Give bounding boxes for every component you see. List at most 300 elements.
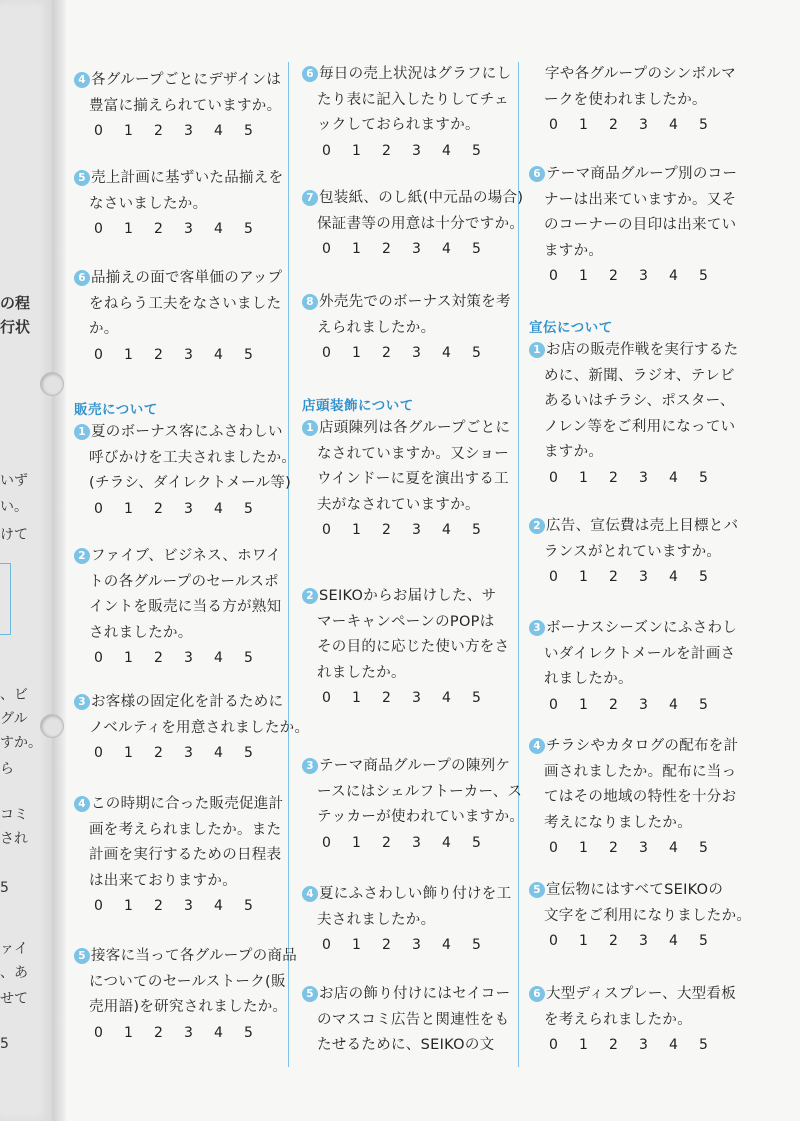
rating-value: 3 <box>412 937 421 953</box>
rating-scale <box>74 347 282 363</box>
question-line: 6 大型ディスプレー、大型看板 <box>529 982 736 1008</box>
rating-value: 5 <box>244 346 253 363</box>
checklist-item <box>302 62 511 159</box>
item-number-badge: 4 <box>302 886 318 902</box>
rating-value: 1 <box>579 696 588 713</box>
rating-scale <box>74 123 281 139</box>
rating-value: 2 <box>154 650 163 666</box>
question-line: いダイレクトメールを計画さ <box>544 645 736 662</box>
question-line: 豊富に揃えられていますか。 <box>89 97 282 114</box>
checklist-item <box>74 544 281 666</box>
rating-value: 2 <box>382 241 391 257</box>
question-line: を考えられましたか。 <box>544 1011 692 1028</box>
rating-scale <box>529 697 737 713</box>
rating-value: 3 <box>412 142 421 159</box>
rating-value: 2 <box>609 469 618 486</box>
question-line: 文字をご利用になりましたか。 <box>544 907 752 924</box>
question-line: たり表に記入したりしてチェ <box>317 91 509 108</box>
question-line: 夫されましたか。 <box>317 911 436 928</box>
rating-value: 3 <box>639 569 648 585</box>
left-page-text-fragment: い。 <box>0 499 28 515</box>
left-page-text-fragment: ら <box>0 761 14 777</box>
question-line: のコーナーの目印は出来てい <box>544 217 737 233</box>
rating-value: 1 <box>124 346 133 363</box>
rating-value: 5 <box>699 933 708 949</box>
left-page-text-fragment: 行状 <box>0 318 31 336</box>
question-line: 4 この時期に合った販売促進計 <box>74 792 283 818</box>
question-line: なされていますか。又ショー <box>317 445 510 462</box>
rating-value: 0 <box>549 569 558 585</box>
rating-value: 3 <box>412 834 421 851</box>
rating-value: 1 <box>352 522 361 538</box>
question-line: されましたか。 <box>89 624 193 641</box>
rating-value: 0 <box>322 345 331 361</box>
rating-value: 4 <box>214 1024 223 1041</box>
rating-value: 4 <box>669 469 678 486</box>
question-line: (チラシ、ダイレクトメール等) <box>89 475 292 491</box>
item-number-badge: 2 <box>529 518 545 534</box>
question-line: 3 ボーナスシーズンにふさわし <box>529 616 737 642</box>
binder-hole-bottom <box>40 714 64 738</box>
rating-value: 0 <box>322 690 331 706</box>
left-page-text-fragment: 5 <box>0 1036 9 1052</box>
rating-value: 5 <box>472 690 481 706</box>
rating-scale <box>302 690 509 706</box>
rating-value: 4 <box>669 933 678 949</box>
question-line: 画を考えられましたか。また <box>89 821 282 838</box>
left-page-text-fragment: ァイ <box>0 941 28 957</box>
rating-value: 2 <box>609 1037 618 1053</box>
checklist-item <box>302 882 511 953</box>
rating-value: 5 <box>244 745 253 761</box>
rating-value: 2 <box>609 268 618 284</box>
rating-value: 1 <box>579 469 588 486</box>
rating-value: 4 <box>214 898 223 914</box>
item-number-badge: 3 <box>302 758 318 774</box>
rating-value: 5 <box>244 898 253 914</box>
rating-value: 5 <box>244 500 253 517</box>
rating-value: 3 <box>184 500 193 517</box>
checklist-item <box>74 944 297 1041</box>
rating-value: 2 <box>154 1024 163 1041</box>
question-line: ークを使われましたか。 <box>544 91 707 108</box>
section-heading: 販売について <box>74 402 158 418</box>
rating-value: 1 <box>579 933 588 949</box>
question-line: ックしておられますか。 <box>317 117 480 133</box>
checklist-item <box>529 162 737 284</box>
question-line: 呼びかけを工夫されましたか。 <box>89 449 297 466</box>
section-heading: 宣伝について <box>529 320 613 336</box>
question-line: たせるために、SEIKOの文 <box>317 1037 495 1053</box>
rating-value: 0 <box>549 840 558 856</box>
checklist-item <box>529 616 737 713</box>
left-page-text-fragment: すか。 <box>0 735 42 751</box>
rating-value: 2 <box>154 898 163 914</box>
question-line: をねらう工夫をなさいました <box>89 295 282 312</box>
rating-value: 1 <box>124 221 133 237</box>
question-line: あるいはチラシ、ポスター、 <box>544 393 735 409</box>
item-number-badge: 1 <box>302 420 318 436</box>
checklist-item <box>74 166 283 237</box>
question-line: 6 テーマ商品グループ別のコー <box>529 162 737 188</box>
rating-value: 3 <box>184 898 193 914</box>
question-line: 8 外売先でのボーナス対策を考 <box>302 290 511 316</box>
rating-value: 2 <box>382 690 391 706</box>
rating-scale <box>74 501 296 517</box>
left-page-text-fragment: コミ <box>0 807 28 823</box>
question-line: 5 お店の飾り付けにはセイコー <box>302 982 510 1008</box>
item-number-badge: 6 <box>74 270 90 286</box>
rating-value: 4 <box>442 142 451 159</box>
question-line: か。 <box>89 321 119 337</box>
rating-value: 2 <box>154 500 163 517</box>
rating-scale <box>74 650 281 666</box>
question-line: 売用語)を研究されましたか。 <box>89 999 288 1015</box>
rating-value: 1 <box>579 1037 588 1053</box>
checklist-item <box>302 584 509 706</box>
rating-scale <box>302 143 511 159</box>
rating-value: 3 <box>412 345 421 361</box>
checklist-item <box>74 690 309 761</box>
question-line: 画されましたか。配布に当っ <box>544 763 737 780</box>
rating-value: 5 <box>699 268 708 284</box>
checklist-item <box>529 338 738 486</box>
rating-value: 0 <box>94 745 103 761</box>
rating-value: 0 <box>549 268 558 284</box>
rating-value: 5 <box>699 569 708 585</box>
rating-scale <box>302 241 524 257</box>
rating-value: 2 <box>154 123 163 139</box>
left-page-text-fragment: 5 <box>0 880 9 896</box>
rating-value: 5 <box>699 469 708 486</box>
rating-scale <box>302 835 524 851</box>
rating-scale <box>74 745 309 761</box>
rating-scale <box>529 117 736 133</box>
rating-scale <box>302 345 511 361</box>
rating-value: 1 <box>124 745 133 761</box>
binder-hole-top <box>40 372 64 396</box>
question-line: ますか。 <box>544 444 604 460</box>
question-line: マーキャンペーンのPOPは <box>317 613 495 630</box>
column-rule-1 <box>288 62 289 1067</box>
item-number-badge: 6 <box>529 166 545 182</box>
item-number-badge: 3 <box>74 694 90 710</box>
rating-value: 1 <box>579 569 588 585</box>
rating-value: 3 <box>639 933 648 949</box>
question-line: れましたか。 <box>317 664 406 681</box>
rating-value: 3 <box>639 469 648 486</box>
rating-value: 5 <box>244 1024 253 1041</box>
question-line: ますか。 <box>544 242 604 259</box>
rating-value: 4 <box>442 241 451 257</box>
rating-value: 4 <box>442 834 451 851</box>
rating-value: 5 <box>472 142 481 159</box>
question-line: 保証書等の用意は十分ですか。 <box>317 215 525 232</box>
question-line: ウインドーに夏を演出する工 <box>317 471 509 487</box>
rating-value: 0 <box>322 834 331 851</box>
question-line: 3 テーマ商品グループの陳列ケ <box>302 754 524 780</box>
rating-value: 1 <box>352 937 361 953</box>
question-line: 計画を実行するための日程表 <box>89 847 282 863</box>
rating-value: 0 <box>322 522 331 538</box>
rating-value: 3 <box>412 241 421 257</box>
rating-value: 2 <box>154 346 163 363</box>
rating-value: 3 <box>639 696 648 713</box>
rating-value: 4 <box>669 1037 678 1053</box>
rating-value: 1 <box>579 117 588 133</box>
left-page-text-fragment: いず <box>0 473 28 489</box>
item-number-badge: 6 <box>529 986 545 1002</box>
question-line: テッカーが使われていますか。 <box>317 809 525 825</box>
rating-value: 3 <box>639 268 648 284</box>
rating-value: 5 <box>699 117 708 133</box>
rating-value: 4 <box>669 268 678 284</box>
rating-value: 0 <box>94 650 103 666</box>
question-line: めに、新聞、ラジオ、テレビ <box>544 367 735 384</box>
rating-value: 0 <box>94 1024 103 1041</box>
rating-value: 4 <box>442 690 451 706</box>
left-page-text-fragment: けて <box>0 527 28 543</box>
rating-value: 5 <box>699 1037 708 1053</box>
question-line: 2 ファイブ、ビジネス、ホワイ <box>74 544 281 570</box>
rating-value: 5 <box>244 221 253 237</box>
checklist-item <box>529 514 738 585</box>
checklist-item <box>74 266 282 363</box>
rating-scale <box>74 898 283 914</box>
binding-gutter <box>52 0 66 1121</box>
rating-value: 3 <box>639 1037 648 1053</box>
question-line: ナーは出来ていますか。又そ <box>544 191 737 208</box>
item-number-badge: 5 <box>529 882 545 898</box>
checklist-item <box>302 416 510 538</box>
left-page-text-fragment: の程 <box>0 294 31 312</box>
left-page-text-fragment: され <box>0 831 28 847</box>
question-line: トの各グループのセールスポ <box>89 573 279 590</box>
checklist-item <box>74 420 296 517</box>
checklist-item <box>74 68 281 139</box>
checklist-item <box>529 734 738 856</box>
rating-value: 5 <box>472 937 481 953</box>
item-number-badge: 4 <box>74 796 90 812</box>
rating-scale <box>529 1037 736 1053</box>
rating-value: 0 <box>549 933 558 949</box>
rating-value: 3 <box>184 221 193 237</box>
rating-value: 3 <box>184 1024 193 1041</box>
rating-value: 0 <box>94 898 103 914</box>
item-number-badge: 4 <box>529 738 545 754</box>
rating-value: 0 <box>549 1037 558 1053</box>
rating-value: 1 <box>352 690 361 706</box>
rating-value: 3 <box>184 346 193 363</box>
question-line: えられましたか。 <box>317 319 436 336</box>
question-line: 2 広告、宣伝費は売上目標とバ <box>529 514 738 540</box>
question-line: 5 宣伝物にはすべてSEIKOの <box>529 878 751 904</box>
item-number-badge: 2 <box>302 588 318 604</box>
item-number-badge: 1 <box>529 342 545 358</box>
item-number-badge: 5 <box>74 170 90 186</box>
rating-value: 2 <box>609 569 618 585</box>
rating-value: 4 <box>442 937 451 953</box>
checklist-item <box>302 290 511 361</box>
rating-value: 4 <box>214 123 223 139</box>
question-line: ランスがとれていますか。 <box>544 543 722 560</box>
rating-value: 2 <box>154 745 163 761</box>
checklist-page <box>66 0 800 1121</box>
question-line: 6 毎日の売上状況はグラフにし <box>302 62 511 88</box>
rating-value: 1 <box>124 650 133 666</box>
question-line: 7 包装紙、のし紙(中元品の場合) <box>302 186 524 212</box>
rating-value: 0 <box>94 500 103 517</box>
question-line: 6 品揃えの面で客単価のアップ <box>74 266 282 292</box>
checklist-item <box>302 186 524 257</box>
rating-value: 3 <box>639 840 648 856</box>
rating-value: 1 <box>124 123 133 139</box>
rating-value: 0 <box>94 221 103 237</box>
rating-value: 0 <box>322 241 331 257</box>
rating-value: 1 <box>124 1024 133 1041</box>
rating-value: 4 <box>669 117 678 133</box>
rating-scale <box>302 522 510 538</box>
rating-value: 3 <box>639 117 648 133</box>
rating-value: 5 <box>244 650 253 666</box>
question-line: 字や各グループのシンボルマ <box>545 66 736 82</box>
rating-value: 4 <box>669 569 678 585</box>
rating-value: 5 <box>472 241 481 257</box>
section-heading: 店頭装飾について <box>302 398 414 414</box>
item-number-badge: 1 <box>74 424 90 440</box>
item-number-badge: 8 <box>302 294 318 310</box>
question-line: イントを販売に当る方が熟知 <box>89 599 282 615</box>
question-line: は出来ておりますか。 <box>89 872 237 889</box>
rating-value: 1 <box>579 840 588 856</box>
rating-value: 1 <box>124 500 133 517</box>
rating-value: 4 <box>214 500 223 517</box>
question-line: 5 接客に当って各グループの商品 <box>74 944 297 970</box>
question-line: れましたか。 <box>544 671 633 687</box>
question-line: 夫がなされていますか。 <box>317 496 480 513</box>
rating-value: 2 <box>382 937 391 953</box>
checklist-item <box>302 754 524 851</box>
rating-value: 1 <box>352 241 361 257</box>
checklist-item <box>529 62 736 133</box>
rating-value: 3 <box>412 522 421 538</box>
rating-scale <box>529 268 737 284</box>
rating-value: 3 <box>412 690 421 706</box>
rating-value: 2 <box>609 696 618 713</box>
question-line: についてのセールストーク(販 <box>89 973 286 990</box>
rating-value: 4 <box>669 696 678 713</box>
item-number-badge: 4 <box>74 72 90 88</box>
rating-value: 4 <box>669 840 678 856</box>
question-line: 3 お客様の固定化を計るために <box>74 690 309 716</box>
question-line: 4 各グループごとにデザインは <box>74 68 281 94</box>
question-line: 1 夏のボーナス客にふさわしい <box>74 420 296 446</box>
question-line: ノベルティを用意されましたか。 <box>89 719 310 736</box>
rating-value: 5 <box>472 834 481 851</box>
left-page-text-fragment: 、ビ <box>0 687 28 703</box>
rating-value: 2 <box>609 117 618 133</box>
rating-value: 0 <box>549 117 558 133</box>
rating-value: 5 <box>699 840 708 856</box>
checklist-item <box>302 982 510 1059</box>
left-page-text-fragment: 、あ <box>0 965 28 981</box>
rating-value: 4 <box>214 650 223 666</box>
checklist-item <box>74 792 283 914</box>
rating-value: 0 <box>322 937 331 953</box>
question-line: 4 チラシやカタログの配布を計 <box>529 734 738 760</box>
rating-value: 2 <box>609 840 618 856</box>
rating-value: 2 <box>382 345 391 361</box>
rating-scale <box>74 221 283 237</box>
question-line: のマスコミ広告と関連性をも <box>317 1011 510 1028</box>
item-number-badge: 3 <box>529 620 545 636</box>
question-line: 5 売上計画に基ずいた品揃えを <box>74 166 283 192</box>
rating-value: 4 <box>214 221 223 237</box>
question-line: 2 SEIKOからお届けした、サ <box>302 584 509 610</box>
rating-scale <box>529 569 738 585</box>
rating-value: 1 <box>124 898 133 914</box>
checklist-item <box>529 982 736 1053</box>
question-line: なさいましたか。 <box>89 195 208 212</box>
rating-value: 3 <box>184 745 193 761</box>
rating-scale <box>529 933 751 949</box>
rating-value: 4 <box>214 745 223 761</box>
rating-value: 2 <box>154 221 163 237</box>
rating-value: 5 <box>699 696 708 713</box>
item-number-badge: 6 <box>302 66 318 82</box>
rating-value: 4 <box>214 346 223 363</box>
rating-value: 0 <box>94 346 103 363</box>
item-number-badge: 5 <box>302 986 318 1002</box>
left-page-text-fragment: せて <box>0 991 28 1007</box>
question-line: 4 夏にふさわしい飾り付けを工 <box>302 882 511 908</box>
item-number-badge: 2 <box>74 548 90 564</box>
question-line: 考えになりましたか。 <box>544 814 692 831</box>
rating-value: 5 <box>244 123 253 139</box>
rating-value: 2 <box>382 142 391 159</box>
rating-value: 1 <box>352 834 361 851</box>
rating-value: 4 <box>442 522 451 538</box>
rating-scale <box>74 1025 297 1041</box>
checklist-item <box>529 878 751 949</box>
left-page-text-fragment: グル <box>0 711 28 727</box>
rating-value: 2 <box>609 933 618 949</box>
question-line: ースにはシェルフトーカー、ス <box>317 783 523 800</box>
rating-value: 0 <box>549 469 558 486</box>
question-line: 1 お店の販売作戦を実行するた <box>529 338 738 364</box>
item-number-badge: 5 <box>74 948 90 964</box>
rating-value: 0 <box>322 142 331 159</box>
rating-scale <box>529 840 738 856</box>
rating-value: 5 <box>472 345 481 361</box>
rating-value: 5 <box>472 522 481 538</box>
rating-scale <box>529 470 738 486</box>
question-line: その目的に応じた使い方をさ <box>317 639 510 655</box>
rating-value: 2 <box>382 834 391 851</box>
rating-value: 2 <box>382 522 391 538</box>
rating-value: 4 <box>442 345 451 361</box>
question-line: 1 店頭陳列は各グループごとに <box>302 416 510 442</box>
question-line: てはその地域の特性を十分お <box>544 789 737 805</box>
rating-scale <box>302 937 511 953</box>
item-number-badge: 7 <box>302 190 318 206</box>
rating-value: 3 <box>184 650 193 666</box>
rating-value: 0 <box>549 696 558 713</box>
question-line: ノレン等をご利用になってい <box>544 418 736 435</box>
left-page-box-fragment <box>0 563 11 635</box>
rating-value: 1 <box>352 142 361 159</box>
rating-value: 0 <box>94 123 103 139</box>
